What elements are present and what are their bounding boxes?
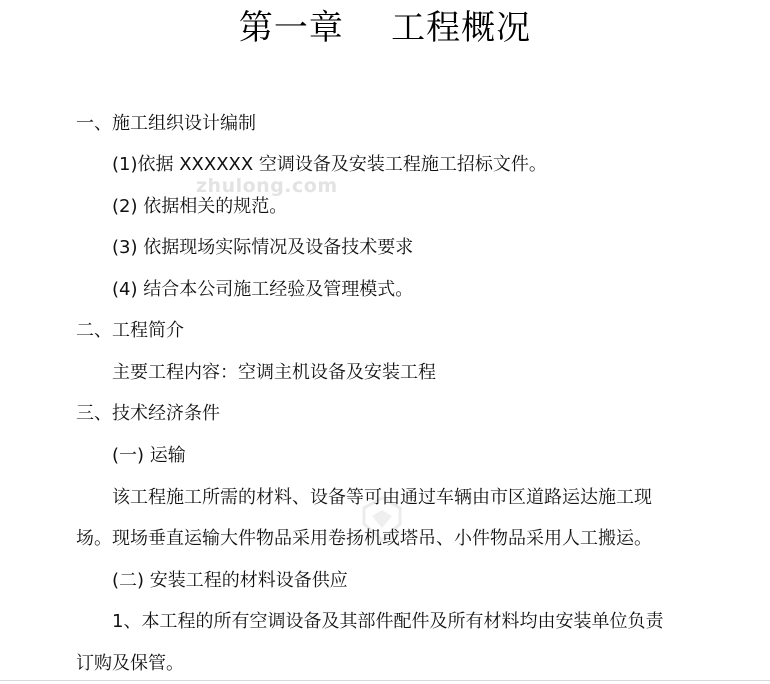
subsection-transport-heading: (一) 运输 (112, 445, 186, 466)
transport-paragraph-line-2: 场。现场垂直运输大件物品采用卷扬机或塔吊、小件物品采用人工搬运。 (76, 528, 652, 549)
subsection-supply-heading: (二) 安装工程的材料设备供应 (112, 570, 348, 591)
basis-item-3: (3) 依据现场实际情况及设备技术要求 (112, 237, 414, 258)
transport-paragraph-line-1: 该工程施工所需的材料、设备等可由通过车辆由市区道路运达施工现 (112, 487, 652, 508)
supply-paragraph-line-1: 1、本工程的所有空调设备及其部件配件及所有材料均由安装单位负责 (112, 611, 664, 632)
basis-item-4: (4) 结合本公司施工经验及管理模式。 (112, 279, 414, 300)
basis-item-1: (1)依据 XXXXXX 空调设备及安装工程施工招标文件。 (112, 154, 547, 175)
page-bottom-divider (0, 680, 770, 681)
main-content-line: 主要工程内容：空调主机设备及安装工程 (112, 362, 436, 383)
basis-item-2: (2) 依据相关的规范。 (112, 196, 288, 217)
section-3-heading: 三、技术经济条件 (76, 403, 220, 424)
section-1-heading: 一、施工组织设计编制 (76, 113, 256, 134)
chapter-title: 第一章 工程概况 (238, 8, 532, 48)
watermark-text: zhulong.com (196, 175, 338, 197)
supply-paragraph-line-2: 订购及保管。 (76, 653, 184, 674)
section-2-heading: 二、工程简介 (76, 320, 184, 341)
